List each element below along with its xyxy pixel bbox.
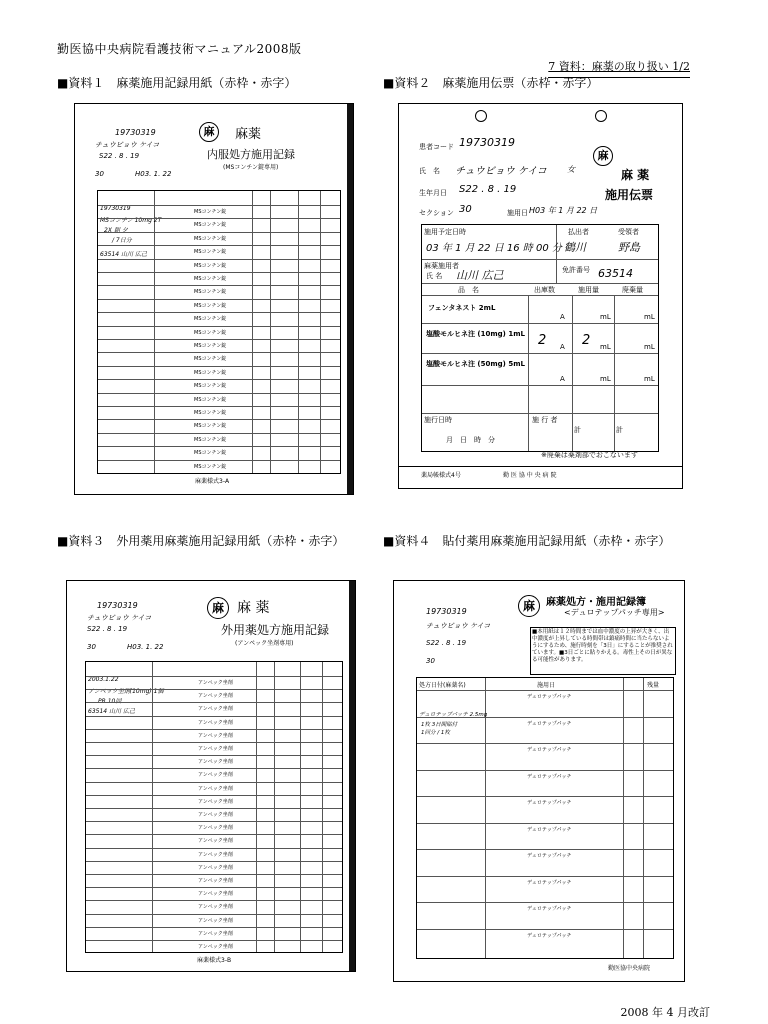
table-row: [417, 849, 673, 850]
col-item: 品 名: [458, 286, 479, 294]
row-drug-name: アンペック坐剤: [198, 746, 233, 752]
issuer-label: 払出者: [568, 228, 589, 236]
doc2-table: [421, 224, 659, 452]
receiver-value: 野島: [618, 241, 640, 254]
table-row: [98, 232, 340, 233]
row-drug-name: アンペック坐剤: [198, 878, 233, 884]
ml-unit: mL: [600, 375, 611, 383]
table-row: [86, 716, 342, 717]
row-drug-name: アンペック坐剤: [198, 864, 233, 871]
row-drug-name: MSコンチン錠: [194, 383, 227, 390]
narcotic-stamp-icon: 麻: [593, 146, 613, 166]
doc2-scan: [398, 103, 683, 489]
table-row: [86, 729, 342, 730]
doc2-form-no: 薬局帳様式4号: [421, 472, 461, 479]
table-row: [86, 795, 342, 796]
sched-value: 03 年 1 月 22 日 16 時 00 分: [426, 243, 562, 254]
doc1-note: (MSコンチン錠専用): [223, 164, 279, 171]
table-row: [98, 446, 340, 447]
doc3-title: 麻 薬: [237, 600, 270, 616]
date-label: 施用日: [507, 209, 528, 217]
doc1-subtitle: 内服処方施用記録: [207, 148, 295, 161]
doc3-note-1: 2003.1.22: [88, 676, 119, 683]
row-drug-name: デュロテップパッチ: [527, 932, 572, 939]
doc4-col2: 施用日: [537, 682, 556, 689]
row-drug-name: デュロテップパッチ: [527, 720, 572, 727]
row-drug-name: MSコンチン錠: [194, 302, 227, 309]
table-row: [417, 743, 673, 744]
manual-title: 勤医協中央病院看護技術マニュアル2008版: [57, 42, 302, 56]
table-row: [86, 782, 342, 783]
row-drug-name: アンペック坐剤: [198, 693, 233, 700]
table-row: [98, 379, 340, 380]
doc2-hospital: 勤 医 協 中 央 病 院: [503, 472, 557, 479]
col-out: 出庫数: [534, 286, 555, 294]
doc4-name: チュウビョウ ケイコ: [426, 622, 491, 630]
doc4-col3: 残量: [647, 682, 660, 689]
doctor-value: 山川 広己: [456, 269, 504, 282]
exec-format: 月 日 時 分: [446, 436, 495, 444]
table-row: [86, 702, 342, 703]
item-3-unit: A: [560, 375, 565, 383]
doc3-note: (アンペック坐剤専用): [235, 640, 294, 647]
row-drug-name: MSコンチン錠: [194, 276, 227, 282]
item-2-out: 2: [538, 333, 547, 348]
table-row: [417, 823, 673, 824]
doc1-dob: S22 . 8 . 19: [99, 152, 140, 160]
doc3-patient-code: 19730319: [97, 601, 138, 610]
patient-code: 19730319: [459, 136, 515, 149]
item-2-name: 塩酸モルヒネ注 (10mg) 1mL: [426, 330, 525, 338]
doc4-dob: S22 . 8 . 19: [426, 639, 467, 647]
license-label: 免許番号: [562, 266, 590, 274]
row-drug-name: MSコンチン錠: [194, 423, 227, 430]
item-1-name: フェンタネスト 2mL: [428, 304, 496, 312]
row-drug-name: アンペック坐剤: [198, 891, 233, 898]
doc4-section: 30: [426, 657, 435, 665]
item-3-name: 塩酸モルヒネ注 (50mg) 5mL: [426, 360, 525, 368]
doctor-label: 麻薬施用者: [424, 262, 459, 270]
total-label: 計: [574, 426, 581, 434]
punch-hole-icon: [475, 110, 487, 122]
row-drug-name: MSコンチン錠: [194, 329, 227, 336]
caption-doc3: ■資料３ 外用薬用麻薬施用記録用紙（赤枠・赤字）: [57, 534, 345, 548]
caption-doc1: ■資料１ 麻薬施用記録用紙（赤枠・赤字）: [57, 76, 297, 90]
table-row: [98, 259, 340, 260]
row-drug-name: アンペック坐剤: [198, 944, 233, 950]
caption-doc4: ■資料４ 貼付薬用麻薬施用記録用紙（赤枠・赤字）: [383, 534, 671, 548]
patient-name: チュウビョウ ケイコ: [455, 166, 547, 177]
doc4-scan: [393, 580, 685, 982]
narcotic-stamp-icon: 麻: [518, 595, 540, 617]
row-drug-name: デュロテップパッチ: [527, 826, 572, 833]
dob-label: 生年月日: [419, 189, 447, 197]
row-drug-name: MSコンチン錠: [194, 356, 227, 363]
table-row: [86, 848, 342, 849]
table-row: [86, 900, 342, 901]
item-1-unit: A: [560, 313, 565, 321]
row-drug-name: デュロテップパッチ: [527, 747, 572, 753]
table-row: [86, 874, 342, 875]
doc4-note-2: 1枚 3日間貼付: [421, 722, 458, 728]
table-row: [98, 393, 340, 394]
code-label: 患者コード: [419, 143, 454, 151]
doc3-dob: S22 . 8 . 19: [87, 625, 128, 633]
doc3-note-2: アンペック坐剤(10mg) 1個: [88, 688, 164, 695]
row-drug-name: MSコンチン錠: [194, 249, 227, 256]
table-row: [86, 940, 342, 941]
table-row: [86, 927, 342, 928]
row-drug-name: MSコンチン錠: [194, 450, 227, 457]
doctor-name-label: 氏 名: [426, 272, 443, 280]
table-row: [98, 406, 340, 407]
doc4-form-no: 勤医協中央病院: [608, 965, 651, 972]
table-row: [86, 689, 342, 690]
patient-sex: 女: [567, 165, 575, 174]
date-value: H03 年 1 月 22 日: [529, 206, 598, 215]
table-row: [417, 796, 673, 797]
caption-doc2: ■資料２ 麻薬施用伝票（赤枠・赤字）: [383, 76, 599, 90]
table-row: [86, 676, 342, 677]
table-row: [98, 433, 340, 434]
table-row: [417, 902, 673, 903]
row-drug-name: アンペック坐剤: [198, 904, 233, 911]
table-row: [417, 717, 673, 718]
doc4-patient-code: 19730319: [426, 607, 467, 616]
row-drug-name: アンペック坐剤: [198, 719, 233, 726]
receiver-label: 受領者: [618, 228, 639, 236]
scan-edge: [349, 581, 355, 971]
row-drug-name: アンペック坐剤: [198, 772, 233, 779]
ml-unit: mL: [600, 343, 611, 351]
table-row: [98, 285, 340, 286]
row-drug-name: アンペック坐剤: [198, 917, 233, 924]
doc4-table: [416, 677, 674, 959]
doc1-note-2: MSコンチン 10mg 2T: [100, 217, 162, 224]
row-drug-name: MSコンチン錠: [194, 396, 227, 403]
table-row: [417, 770, 673, 771]
total-label: 計: [616, 426, 623, 434]
doc3-subtitle: 外用薬処方施用記録: [221, 623, 330, 637]
doc4-title: 麻薬処方・施用記録簿: [546, 597, 646, 608]
doc4-warning: ■本用紙は１２時間までは血中濃度の上昇が大きく、出中濃度が上昇している時間帯は鎮痛時間に当たらないようにするため、施行時刻を「3日」にすることが推奨されています。■3日ごとに貼りかえる。毒性上その日が異なる可能性があります。: [530, 627, 676, 675]
doc3-name: チュウビョウ ケイコ: [87, 614, 152, 622]
section-value: 30: [459, 204, 472, 215]
table-row: [98, 326, 340, 327]
revision-date: 2008 年 4 月改訂: [620, 1006, 710, 1019]
doc1-section: 30: [95, 170, 104, 178]
issuer-value: 鶴川: [564, 241, 586, 254]
table-row: [98, 352, 340, 353]
table-row: [86, 755, 342, 756]
doc1-note-4: / 7日分: [112, 237, 132, 244]
row-drug-name: デュロテップパッチ: [527, 773, 572, 780]
table-row: [98, 272, 340, 273]
doc1-table: [97, 190, 341, 474]
table-row: [417, 929, 673, 930]
table-row: [86, 914, 342, 915]
row-drug-name: アンペック坐剤: [198, 851, 233, 858]
doc1-note-5: 63514 山川 広己: [100, 251, 147, 258]
row-drug-name: MSコンチン錠: [194, 235, 227, 242]
row-drug-name: アンペック坐剤: [198, 785, 233, 792]
item-2-unit: A: [560, 343, 565, 351]
patient-dob: S22 . 8 . 19: [459, 184, 517, 195]
doc4-note: <デュロテップパッチ専用>: [564, 608, 665, 617]
table-row: [98, 205, 340, 206]
sched-label: 施用予定日時: [424, 228, 466, 236]
table-row: [98, 460, 340, 461]
col-waste: 廃棄量: [622, 286, 643, 294]
ml-unit: mL: [644, 375, 655, 383]
table-row: [98, 312, 340, 313]
doc3-form-no: 麻薬様式3-B: [197, 957, 232, 964]
doc3-date: H03. 1. 22: [127, 643, 164, 651]
doc3-table: [85, 661, 343, 953]
table-row: [98, 245, 340, 246]
table-row: [86, 821, 342, 822]
section-label: 7 資料：麻薬の取り扱い 1/2: [548, 60, 690, 73]
doc1-patient-code: 19730319: [115, 128, 156, 137]
row-drug-name: アンペック坐剤: [198, 838, 233, 845]
doc1-date: H03. 1. 22: [135, 170, 172, 178]
doc3-note-3: PR 10回: [98, 698, 122, 705]
table-row: [86, 808, 342, 809]
row-drug-name: アンペック坐剤: [198, 825, 233, 832]
doc3-scan: [66, 580, 356, 972]
row-drug-name: MSコンチン錠: [194, 463, 227, 470]
table-row: [98, 366, 340, 367]
row-drug-name: デュロテップパッチ: [527, 800, 572, 806]
row-drug-name: MSコンチン錠: [194, 262, 227, 269]
table-row: [417, 876, 673, 877]
row-drug-name: アンペック坐剤: [198, 680, 233, 686]
table-row: [98, 339, 340, 340]
table-row: [86, 768, 342, 769]
table-row: [86, 861, 342, 862]
row-drug-name: デュロテップパッチ: [527, 694, 572, 700]
row-drug-name: MSコンチン錠: [194, 343, 227, 349]
narcotic-stamp-icon: 麻: [207, 597, 229, 619]
doc3-section: 30: [87, 643, 96, 651]
footnote: ※廃棄は薬剤部でおこないます: [541, 451, 638, 459]
row-drug-name: アンペック坐剤: [198, 812, 233, 818]
narcotic-stamp-icon: 麻: [199, 122, 219, 142]
doc4-col1: 処方日付(麻薬名): [419, 682, 466, 689]
license-value: 63514: [598, 267, 633, 280]
doc3-note-4: 63514 山川 広己: [88, 708, 135, 715]
row-drug-name: アンペック坐剤: [198, 706, 233, 713]
doc4-note-3: 1回分 / 1枚: [421, 730, 450, 736]
ml-unit: mL: [600, 313, 611, 321]
row-drug-name: アンペック坐剤: [198, 732, 233, 739]
doc2-title1: 麻 薬: [621, 168, 650, 182]
doc1-scan: [74, 103, 354, 495]
row-drug-name: MSコンチン錠: [194, 410, 227, 416]
row-drug-name: MSコンチン錠: [194, 222, 227, 229]
doc2-title2: 施用伝票: [605, 188, 654, 202]
exec-label: 施行日時: [424, 416, 452, 424]
row-drug-name: アンペック坐剤: [198, 930, 233, 937]
col-use: 施用量: [578, 286, 599, 294]
doc1-note-3: 2X 朝 夕: [104, 227, 128, 234]
table-row: [86, 834, 342, 835]
row-drug-name: アンペック坐剤: [198, 798, 233, 805]
row-drug-name: デュロテップパッチ: [527, 906, 572, 912]
table-row: [98, 419, 340, 420]
doc1-name: チュウビョウ ケイコ: [95, 141, 160, 149]
row-drug-name: MSコンチン錠: [194, 289, 227, 296]
row-drug-name: MSコンチン錠: [194, 316, 227, 323]
doc4-note-1: デュロテップパッチ 2.5mg: [419, 712, 488, 718]
name-label: 氏 名: [419, 167, 440, 175]
executor-label: 施 行 者: [532, 416, 558, 424]
doc1-note-1: 19730319: [100, 205, 131, 212]
row-drug-name: MSコンチン錠: [194, 209, 227, 215]
table-row: [98, 299, 340, 300]
row-drug-name: MSコンチン錠: [194, 369, 227, 376]
ml-unit: mL: [644, 313, 655, 321]
item-2-use: 2: [582, 333, 591, 348]
table-row: [86, 887, 342, 888]
row-drug-name: MSコンチン錠: [194, 436, 227, 443]
row-drug-name: アンペック坐剤: [198, 759, 233, 766]
table-row: [417, 690, 673, 691]
row-drug-name: デュロテップパッチ: [527, 853, 572, 859]
table-row: [86, 742, 342, 743]
scan-edge: [347, 104, 353, 494]
ml-unit: mL: [644, 343, 655, 351]
table-row: [98, 218, 340, 219]
punch-hole-icon: [595, 110, 607, 122]
doc1-form-no: 麻薬様式3-A: [195, 478, 230, 485]
row-drug-name: デュロテップパッチ: [527, 879, 572, 886]
doc1-title: 麻薬: [235, 127, 262, 142]
section-label-2: セクション: [419, 209, 454, 217]
